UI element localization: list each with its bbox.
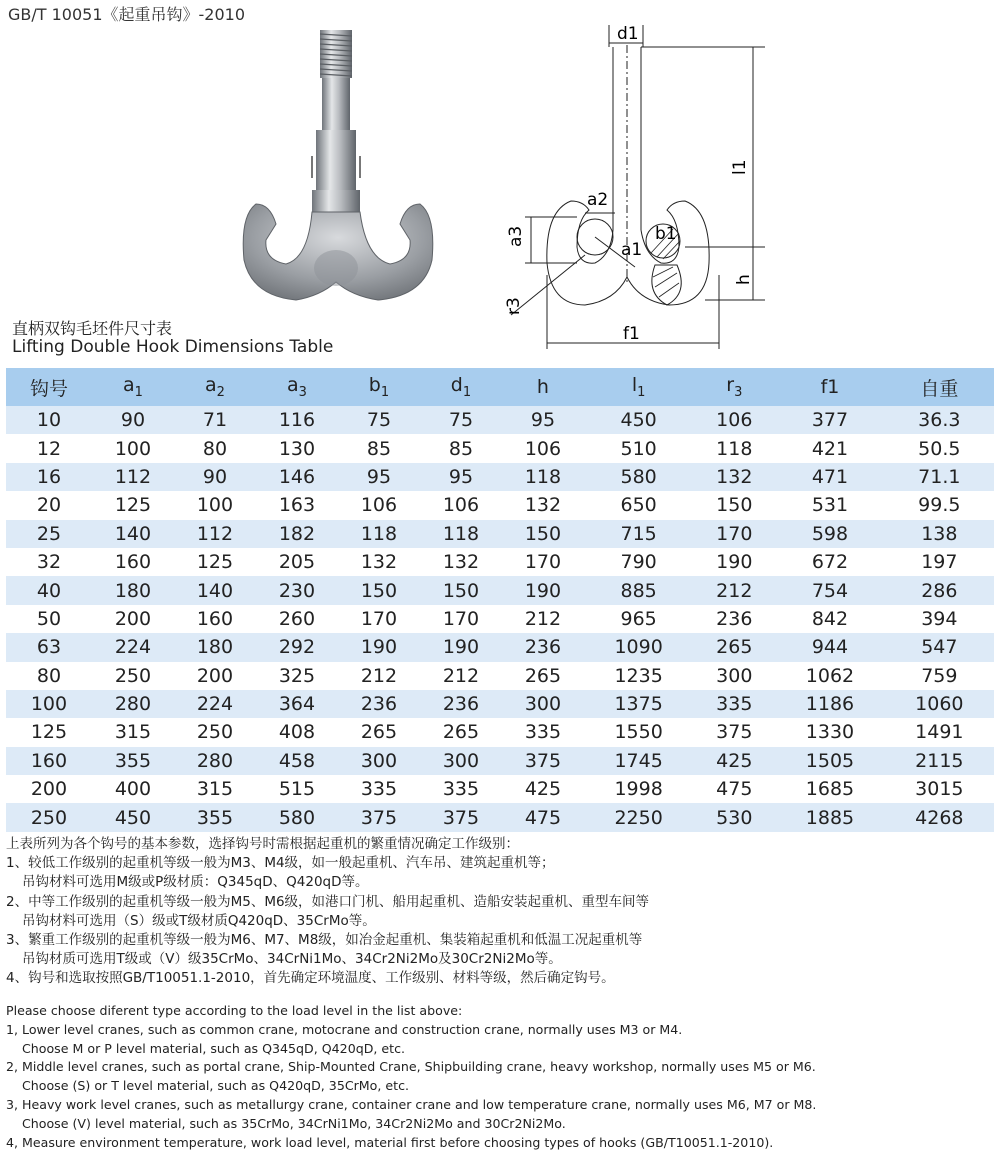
table-cell: 160 (174, 605, 256, 633)
table-cell: 1090 (584, 633, 693, 661)
note-line-en: Choose (S) or T level material, such as Q420qD, 35CrMo, etc. (22, 1078, 409, 1094)
column-header-label: d (450, 374, 463, 396)
table-cell: 300 (338, 747, 420, 775)
table-row (6, 775, 994, 803)
table-cell: 10 (6, 406, 92, 434)
table-cell: 106 (338, 491, 420, 519)
table-cell: 1685 (775, 775, 884, 803)
table-row (6, 718, 994, 746)
table-cell: 163 (256, 491, 338, 519)
table-cell: 75 (420, 406, 502, 434)
table-cell: 531 (775, 491, 884, 519)
table-cell: 1235 (584, 662, 693, 690)
note-line-cn: 1、较低工作级别的起重机等级一般为M3、M4级，如一般起重机、汽车吊、建筑起重机等； (6, 855, 555, 872)
table-cell: 150 (693, 491, 775, 519)
table-cell: 1330 (775, 718, 884, 746)
table-cell: 842 (775, 605, 884, 633)
column-header-label: b (368, 374, 381, 396)
column-header-subscript: 1 (637, 385, 646, 400)
table-cell: 250 (174, 718, 256, 746)
table-cell: 1745 (584, 747, 693, 775)
table-cell: 63 (6, 633, 92, 661)
table-cell: 425 (502, 775, 584, 803)
table-row (6, 662, 994, 690)
table-cell: 106 (420, 491, 502, 519)
table-cell: 125 (6, 718, 92, 746)
table-cell: 75 (338, 406, 420, 434)
table-cell: 85 (420, 434, 502, 462)
note-line-cn: 4、钩号和选取按照GB/T10051.1-2010，首先确定环境温度、工作级别、材料等级，然后确定钩号。 (6, 970, 615, 987)
table-cell: 885 (584, 576, 693, 604)
dim-label-d1: d1 (617, 24, 639, 44)
table-cell: 335 (338, 775, 420, 803)
table-cell: 325 (256, 662, 338, 690)
table-cell: 375 (693, 718, 775, 746)
table-cell: 20 (6, 491, 92, 519)
column-header-subscript: 1 (134, 385, 143, 400)
dim-label-a2: a2 (587, 190, 609, 210)
note-line-cn: 吊钩材质可选用T级或（V）级35CrMo、34CrNi1Mo、34Cr2Ni2Mo及30Cr2Ni2Mo等。 (22, 951, 562, 968)
column-header-label: 钩号 (29, 377, 68, 400)
table-cell: 212 (502, 605, 584, 633)
table-cell: 118 (420, 520, 502, 548)
table-cell: 106 (502, 434, 584, 462)
table-cell: 265 (502, 662, 584, 690)
table-cell: 36.3 (885, 406, 994, 434)
table-cell: 759 (885, 662, 994, 690)
table-cell: 598 (775, 520, 884, 548)
table-cell: 375 (502, 747, 584, 775)
table-cell: 190 (693, 548, 775, 576)
table-cell: 16 (6, 463, 92, 491)
column-header-label: f1 (820, 376, 840, 398)
note-line-en: Please choose diferent type according to the load level in the list above: (6, 1003, 463, 1018)
note-line-en: Choose (V) level material, such as 35CrMo, 34CrNi1Mo, 34Cr2Ni2Mo and 30Cr2Ni2Mo. (22, 1115, 566, 1131)
table-cell: 965 (584, 605, 693, 633)
table-row (6, 434, 994, 462)
dim-label-a3: a3 (506, 225, 526, 247)
table-cell: 180 (174, 633, 256, 661)
table-cell: 200 (174, 662, 256, 690)
table-cell: 99.5 (885, 491, 994, 519)
table-row (6, 690, 994, 718)
table-cell: 160 (6, 747, 92, 775)
column-header (174, 368, 256, 406)
table-cell: 265 (420, 718, 502, 746)
table-cell: 450 (584, 406, 693, 434)
column-header-label: h (536, 376, 549, 398)
standard-title: GB/T 10051《起重吊钩》-2010 (8, 5, 246, 24)
column-header-label: l (631, 374, 638, 396)
table-cell: 118 (502, 463, 584, 491)
table-cell: 458 (256, 747, 338, 775)
table-cell: 650 (584, 491, 693, 519)
dim-label-r3: r3 (504, 297, 524, 315)
dim-label-a1: a1 (621, 240, 643, 260)
table-cell: 315 (174, 775, 256, 803)
table-cell: 170 (693, 520, 775, 548)
column-header (502, 368, 584, 406)
table-cell: 50.5 (885, 434, 994, 462)
table-header-row (6, 368, 994, 406)
table-cell: 170 (502, 548, 584, 576)
table-cell: 421 (775, 434, 884, 462)
table-cell: 40 (6, 576, 92, 604)
table-cell: 580 (256, 803, 338, 831)
table-cell: 190 (420, 633, 502, 661)
note-line-en: 4, Measure environment temperature, work load level, material first before choosing types of hooks (GB/T10051.1-2010). (6, 1134, 774, 1150)
column-header-subscript: 1 (380, 385, 390, 400)
column-header (420, 368, 502, 406)
column-header-label: 自重 (920, 377, 959, 400)
table-cell: 355 (92, 747, 174, 775)
column-header (256, 368, 338, 406)
table-cell: 1375 (584, 690, 693, 718)
table-cell: 160 (92, 548, 174, 576)
dimensions-table (6, 368, 994, 832)
column-header (693, 368, 775, 406)
table-cell: 71.1 (885, 463, 994, 491)
dim-label-f1: f1 (623, 324, 640, 344)
table-cell: 3015 (885, 775, 994, 803)
table-cell: 286 (885, 576, 994, 604)
table-cell: 138 (885, 520, 994, 548)
table-cell: 408 (256, 718, 338, 746)
table-cell: 715 (584, 520, 693, 548)
hook-dimension-drawing (495, 15, 785, 360)
table-row (6, 605, 994, 633)
table-cell: 236 (420, 690, 502, 718)
table-cell: 224 (174, 690, 256, 718)
table-cell: 260 (256, 605, 338, 633)
table-cell: 80 (6, 662, 92, 690)
table-cell: 4268 (885, 803, 994, 831)
table-cell: 1062 (775, 662, 884, 690)
table-cell: 530 (693, 803, 775, 831)
table-cell: 1186 (775, 690, 884, 718)
note-line-cn: 吊钩材料可选用（S）级或T级材质Q420qD、35CrMo等。 (22, 912, 376, 929)
table-cell: 100 (92, 434, 174, 462)
table-cell: 790 (584, 548, 693, 576)
column-header (775, 368, 884, 406)
table-cell: 25 (6, 520, 92, 548)
table-cell: 2115 (885, 747, 994, 775)
table-cell: 224 (92, 633, 174, 661)
table-cell: 1060 (885, 690, 994, 718)
column-header (6, 368, 92, 406)
table-cell: 754 (775, 576, 884, 604)
table-cell: 100 (174, 491, 256, 519)
column-header (584, 368, 693, 406)
table-cell: 200 (6, 775, 92, 803)
table-cell: 375 (420, 803, 502, 831)
table-cell: 140 (174, 576, 256, 604)
table-cell: 236 (502, 633, 584, 661)
notes-chinese (6, 835, 649, 989)
table-cell: 375 (338, 803, 420, 831)
note-line-en: 2, Middle level cranes, such as portal crane, Ship-Mounted Crane, Shipbuilding crane, heavy workshop, normally uses M5 or M6. (6, 1059, 816, 1075)
table-cell: 95 (502, 406, 584, 434)
column-header (92, 368, 174, 406)
table-cell: 394 (885, 605, 994, 633)
dim-label-h: h (734, 274, 754, 285)
table-cell: 182 (256, 520, 338, 548)
dim-label-b1: b1 (655, 224, 677, 244)
note-line-en: 3, Heavy work level cranes, such as metallurgy crane, container crane and low temperature crane, normally uses M6, M7 or M8. (6, 1096, 817, 1112)
double-hook-photo (240, 28, 460, 318)
table-cell: 106 (693, 406, 775, 434)
table-cell: 170 (338, 605, 420, 633)
table-cell: 547 (885, 633, 994, 661)
column-header-subscript: 2 (216, 385, 225, 400)
table-cell: 1998 (584, 775, 693, 803)
table-row (6, 633, 994, 661)
table-cell: 95 (420, 463, 502, 491)
table-cell: 125 (174, 548, 256, 576)
table-cell: 146 (256, 463, 338, 491)
table-cell: 190 (338, 633, 420, 661)
table-cell: 132 (693, 463, 775, 491)
column-header-label: a (204, 374, 217, 396)
table-cell: 32 (6, 548, 92, 576)
table-cell: 170 (420, 605, 502, 633)
table-cell: 425 (693, 747, 775, 775)
table-cell: 100 (6, 690, 92, 718)
table-cell: 150 (338, 576, 420, 604)
table-cell: 150 (502, 520, 584, 548)
table-cell: 2250 (584, 803, 693, 831)
table-cell: 580 (584, 463, 693, 491)
table-cell: 150 (420, 576, 502, 604)
table-cell: 515 (256, 775, 338, 803)
table-cell: 132 (502, 491, 584, 519)
dim-label-l1: l1 (730, 159, 750, 175)
note-line-cn: 吊钩材料可选用M级或P级材质：Q345qD、Q420qD等。 (22, 874, 369, 891)
table-cell: 200 (92, 605, 174, 633)
table-cell: 1885 (775, 803, 884, 831)
column-header-label: a (286, 374, 299, 396)
table-cell: 130 (256, 434, 338, 462)
table-row (6, 491, 994, 519)
table-cell: 85 (338, 434, 420, 462)
table-cell: 205 (256, 548, 338, 576)
table-cell: 118 (338, 520, 420, 548)
column-header (338, 368, 420, 406)
table-title-en: Lifting Double Hook Dimensions Table (12, 337, 334, 357)
table-cell: 236 (338, 690, 420, 718)
table-cell: 265 (693, 633, 775, 661)
table-cell: 335 (502, 718, 584, 746)
table-cell: 50 (6, 605, 92, 633)
table-row (6, 520, 994, 548)
table-cell: 250 (6, 803, 92, 831)
table-cell: 315 (92, 718, 174, 746)
table-row (6, 548, 994, 576)
table-cell: 118 (693, 434, 775, 462)
table-cell: 212 (338, 662, 420, 690)
table-row (6, 406, 994, 434)
table-cell: 300 (420, 747, 502, 775)
column-header-label: a (122, 374, 135, 396)
table-cell: 90 (174, 463, 256, 491)
table-cell: 1505 (775, 747, 884, 775)
table-cell: 475 (502, 803, 584, 831)
table-cell: 300 (693, 662, 775, 690)
table-cell: 236 (693, 605, 775, 633)
table-row (6, 747, 994, 775)
table-cell: 230 (256, 576, 338, 604)
table-cell: 471 (775, 463, 884, 491)
table-cell: 116 (256, 406, 338, 434)
table-title-cn: 直柄双钩毛坯件尺寸表 (12, 319, 173, 338)
table-cell: 377 (775, 406, 884, 434)
table-cell: 132 (420, 548, 502, 576)
note-line-en: 1, Lower level cranes, such as common crane, motocrane and construction crane, normally uses M3 or M4. (6, 1021, 683, 1037)
table-cell: 95 (338, 463, 420, 491)
table-cell: 197 (885, 548, 994, 576)
column-header-subscript: 1 (462, 385, 472, 400)
table-cell: 280 (92, 690, 174, 718)
table-cell: 335 (693, 690, 775, 718)
table-cell: 12 (6, 434, 92, 462)
table-cell: 250 (92, 662, 174, 690)
table-row (6, 803, 994, 831)
table-cell: 1491 (885, 718, 994, 746)
table-cell: 112 (92, 463, 174, 491)
note-line-en: Choose M or P level material, such as Q345qD, Q420qD, etc. (22, 1040, 406, 1056)
table-cell: 364 (256, 690, 338, 718)
table-cell: 944 (775, 633, 884, 661)
table-cell: 300 (502, 690, 584, 718)
column-header (885, 368, 994, 406)
note-line-cn: 3、繁重工作级别的起重机等级一般为M6、M7、M8级，如冶金起重机、集装箱起重机和低温工况起重机等 (6, 932, 643, 949)
table-cell: 212 (420, 662, 502, 690)
notes-english (6, 1002, 816, 1152)
table-cell: 280 (174, 747, 256, 775)
table-cell: 90 (92, 406, 174, 434)
table-cell: 355 (174, 803, 256, 831)
table-cell: 510 (584, 434, 693, 462)
note-line-cn: 上表所列为各个钩号的基本参数，选择钩号时需根据起重机的繁重情况确定工作级别： (6, 836, 519, 852)
column-header-subscript: 3 (734, 385, 743, 400)
table-cell: 450 (92, 803, 174, 831)
table-cell: 80 (174, 434, 256, 462)
table-cell: 132 (338, 548, 420, 576)
note-line-cn: 2、中等工作级别的起重机等级一般为M5、M6级，如港口门机、船用起重机、造船安装起重机、重型车间等 (6, 893, 650, 910)
table-cell: 140 (92, 520, 174, 548)
table-cell: 265 (338, 718, 420, 746)
table-cell: 125 (92, 491, 174, 519)
table-row (6, 463, 994, 491)
table-cell: 475 (693, 775, 775, 803)
table-cell: 1550 (584, 718, 693, 746)
table-cell: 212 (693, 576, 775, 604)
table-cell: 292 (256, 633, 338, 661)
table-cell: 400 (92, 775, 174, 803)
table-cell: 180 (92, 576, 174, 604)
table-cell: 112 (174, 520, 256, 548)
table-cell: 190 (502, 576, 584, 604)
table-cell: 335 (420, 775, 502, 803)
table-row (6, 576, 994, 604)
column-header-label: r (726, 374, 735, 396)
table-cell: 71 (174, 406, 256, 434)
table-cell: 672 (775, 548, 884, 576)
column-header-subscript: 3 (298, 385, 307, 400)
